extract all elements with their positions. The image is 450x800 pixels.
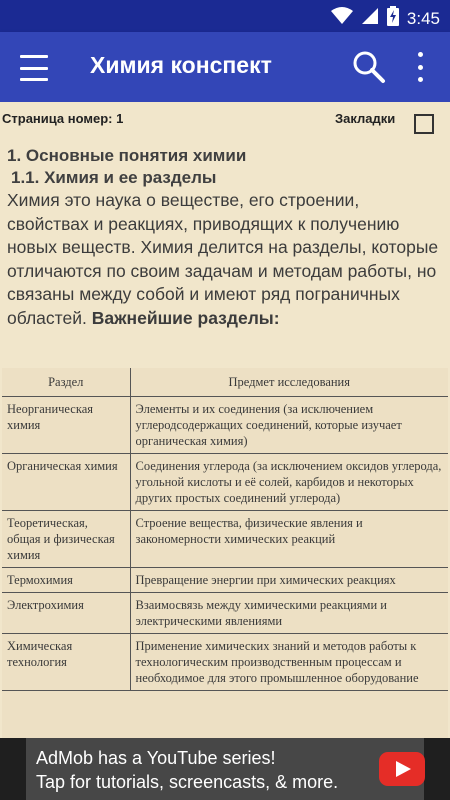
- table-cell-section: Неорганическая химия: [2, 397, 130, 454]
- table-row: [2, 634, 448, 691]
- table-row: [2, 593, 448, 634]
- wifi-icon: [331, 7, 353, 30]
- paragraph-bold-text: Важнейшие разделы:: [91, 307, 280, 328]
- page-number-label: Страница номер: 1: [2, 111, 124, 126]
- table-cell-section: Электрохимия: [2, 593, 130, 634]
- status-icons: [331, 6, 440, 31]
- paragraph-text: Химия это наука о веществе, его строении, свойствах и реакциях, приводящих к получению новых веществ. Химия делится на разделы, которые отличаются по своим задачам и методам работы, но связаны между собой и имеют ряд пограничных областей.: [7, 190, 439, 328]
- ad-content[interactable]: [26, 738, 424, 800]
- article-text: [7, 145, 445, 330]
- table-cell-section: Термохимия: [2, 568, 130, 593]
- cellular-signal-icon: [361, 7, 379, 30]
- table-cell-subject: Взаимосвязь между химическими реакциями и электрическими явлениями: [130, 593, 448, 634]
- menu-icon[interactable]: [16, 53, 52, 83]
- battery-charging-icon: [387, 6, 399, 31]
- menu-line: [20, 78, 48, 81]
- table-header-section: Раздел: [2, 368, 130, 397]
- table-cell-subject: Соединения углерода (за исключением оксидов углерода, угольной кислоты и её солей, карбидов и некоторых других простых соединений углерода): [130, 454, 448, 511]
- status-time: 3:45: [406, 8, 440, 28]
- ad-banner[interactable]: [0, 738, 450, 800]
- ad-line-2: Tap for tutorials, screencasts, & more.: [36, 772, 339, 792]
- table-row: [2, 397, 448, 454]
- bookmark-checkbox[interactable]: [414, 114, 434, 134]
- article-paragraph: [7, 189, 445, 330]
- table-row: [2, 454, 448, 511]
- table-header-subject: Предмет исследования: [130, 368, 448, 397]
- table-row: [2, 511, 448, 568]
- menu-line: [20, 67, 48, 70]
- bookmarks-label: Закладки: [335, 111, 396, 126]
- table-cell-section: Теоретическая, общая и физическая химия: [2, 511, 130, 568]
- table-cell-subject: Строение вещества, физические явления и закономерности химических реакций: [130, 511, 448, 568]
- table-header-row: [2, 368, 448, 397]
- youtube-play-icon[interactable]: [379, 752, 425, 786]
- more-dot: [418, 77, 423, 82]
- search-icon[interactable]: [352, 50, 386, 84]
- more-dot: [418, 52, 423, 57]
- table-cell-subject: Элементы и их соединения (за исключением углеродсодержащих соединений, которые изучает органическая химия): [130, 397, 448, 454]
- more-vert-icon[interactable]: [412, 52, 428, 82]
- ad-line-1: AdMob has a YouTube series!: [36, 748, 276, 768]
- status-bar: [0, 0, 450, 32]
- table-cell-section: Органическая химия: [2, 454, 130, 511]
- table-cell-subject: Применение химических знаний и методов работы к технологическим производственным процессам и необходимое для этого промышленное оборудование: [130, 634, 448, 691]
- article-subheading: 1.1. Химия и ее разделы: [11, 168, 217, 187]
- table-cell-subject: Превращение энергии при химических реакциях: [130, 568, 448, 593]
- table-cell-section: Химическая технология: [2, 634, 130, 691]
- more-dot: [418, 65, 423, 70]
- article-heading: 1. Основные понятия химии: [7, 146, 247, 165]
- content-area[interactable]: [0, 102, 450, 738]
- sections-table: [2, 368, 448, 691]
- ad-text: [36, 746, 338, 794]
- sections-table-image: [2, 368, 448, 738]
- app-bar: [0, 32, 450, 102]
- table-row: [2, 568, 448, 593]
- menu-line: [20, 55, 48, 58]
- app-title: Химия конспект: [90, 52, 272, 78]
